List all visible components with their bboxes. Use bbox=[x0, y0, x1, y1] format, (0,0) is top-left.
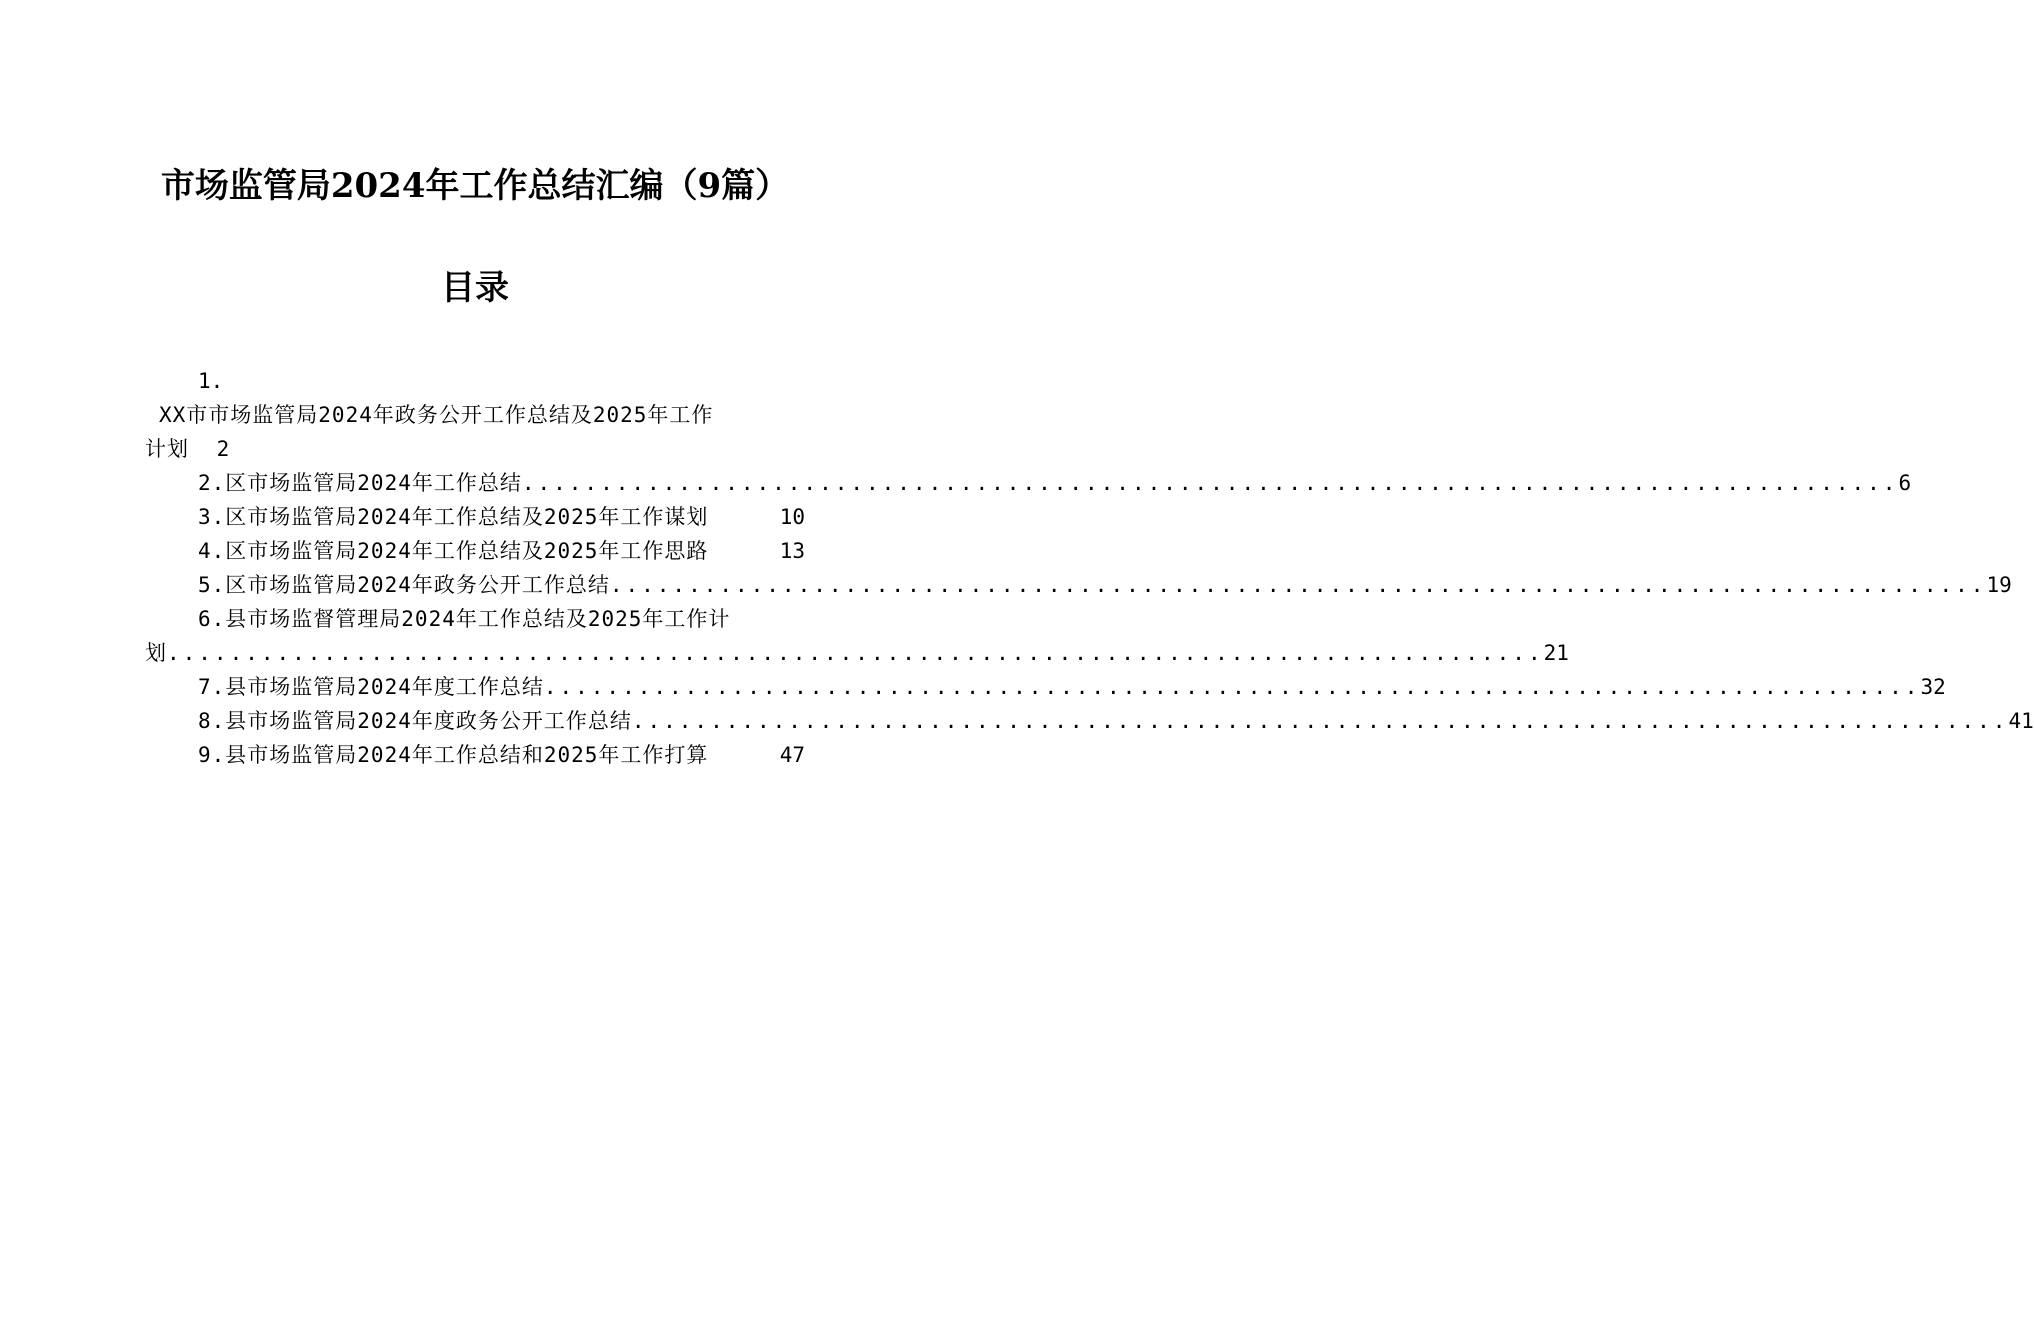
toc-entry-4[interactable] bbox=[198, 534, 805, 568]
toc-entry-5[interactable] bbox=[198, 568, 2012, 602]
toc-entry-label: 5.区市场监管局2024年政务公开工作总结 bbox=[198, 573, 610, 597]
toc-leader-dots: ........................................................................................ bbox=[609, 573, 1987, 597]
toc-entry-page: 10 bbox=[779, 505, 805, 529]
toc-entry-6-label[interactable]: 6.县市场监督管理局2024年工作总结及2025年工作计 bbox=[198, 607, 731, 631]
toc-leader-dots: ........................................................................................ bbox=[631, 709, 2009, 733]
toc-entry-1-page: 2 bbox=[216, 437, 231, 461]
toc-entry-page: 41 bbox=[2008, 709, 2034, 733]
toc-entry-page: 32 bbox=[1920, 675, 1946, 699]
toc-entry-label: 9.县市场监管局2024年工作总结和2025年工作打算 bbox=[198, 743, 709, 767]
toc-entry-6-label-line2: 划 bbox=[145, 641, 167, 665]
toc-entry-page: 6 bbox=[1898, 471, 1912, 495]
toc-entry-6-cont[interactable] bbox=[145, 636, 1569, 670]
toc-entry-page: 19 bbox=[1986, 573, 2012, 597]
toc-entry-1-number[interactable]: 1. bbox=[198, 369, 224, 393]
toc-entry-label: 8.县市场监管局2024年度政务公开工作总结 bbox=[198, 709, 632, 733]
toc-entry-label: 2.区市场监管局2024年工作总结 bbox=[198, 471, 522, 495]
document-title: 市场监管局2024年工作总结汇编（9篇） bbox=[160, 166, 790, 206]
toc-entry-7[interactable] bbox=[198, 670, 1946, 704]
toc-entry-1-label-line2: 计划 bbox=[145, 437, 189, 461]
toc-entry-label: 4.区市场监管局2024年工作总结及2025年工作思路 bbox=[198, 539, 709, 563]
toc-entry-2[interactable] bbox=[198, 466, 1912, 500]
toc-entry-page: 21 bbox=[1543, 641, 1569, 665]
toc-entry-3[interactable] bbox=[198, 500, 805, 534]
toc-entry-label: 7.县市场监管局2024年度工作总结 bbox=[198, 675, 544, 699]
toc-leader-dots: ........................................................................................ bbox=[543, 675, 1921, 699]
toc-leader-dots: ........................................................................................ bbox=[521, 471, 1899, 495]
toc-heading: 目录 bbox=[441, 268, 509, 308]
toc-entry-1-label[interactable]: XX市市场监管局2024年政务公开工作总结及2025年工作 bbox=[159, 403, 714, 427]
toc-entry-1-label-cont[interactable] bbox=[145, 432, 230, 466]
toc-entry-page: 13 bbox=[779, 539, 805, 563]
toc-entry-label: 3.区市场监管局2024年工作总结及2025年工作谋划 bbox=[198, 505, 709, 529]
toc-entry-9[interactable] bbox=[198, 738, 805, 772]
toc-leader-dots: ........................................................................................ bbox=[167, 641, 1544, 665]
toc-entry-page: 47 bbox=[779, 743, 805, 767]
toc-entry-8[interactable] bbox=[198, 704, 2034, 738]
